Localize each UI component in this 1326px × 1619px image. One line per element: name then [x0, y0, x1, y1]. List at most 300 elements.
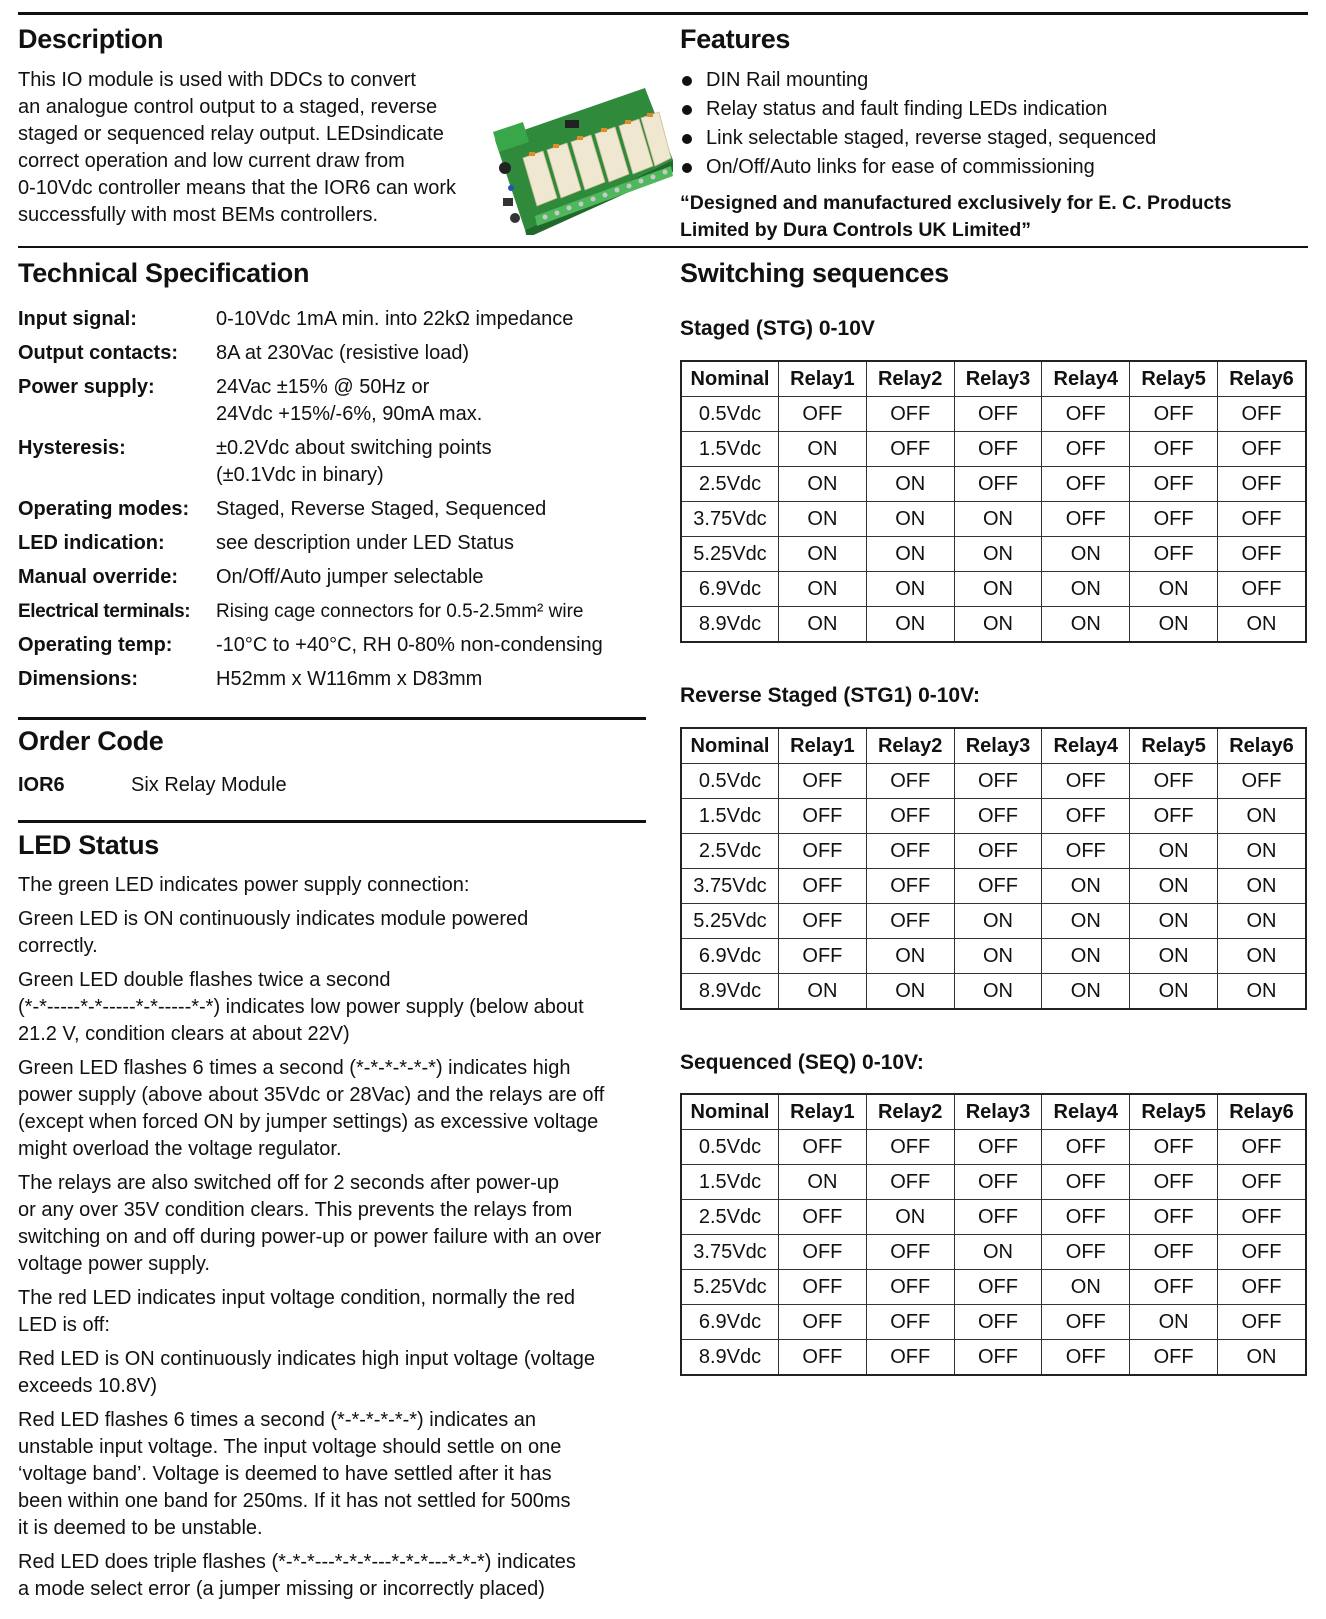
relay-state-cell: OFF	[779, 1340, 867, 1376]
table-row	[681, 397, 1306, 432]
description-line: correct operation and low current draw from	[18, 150, 405, 172]
spec-row	[18, 374, 658, 428]
relay-state-cell: OFF	[1130, 397, 1218, 432]
spec-label: Electrical terminals:	[18, 601, 191, 622]
spec-row	[18, 306, 658, 333]
relay-state-cell: OFF	[1217, 537, 1306, 572]
led-line: power supply (above about 35Vdc or 28Vac) and the relays are off	[18, 1084, 605, 1106]
relay-state-cell: OFF	[954, 834, 1042, 869]
bullet-icon	[682, 105, 692, 115]
relay-state-cell: OFF	[866, 1235, 954, 1270]
relay-state-cell: OFF	[1130, 1165, 1218, 1200]
spec-label: Manual override:	[18, 566, 179, 588]
relay-state-cell: ON	[779, 974, 867, 1010]
relay-state-cell: ON	[779, 607, 867, 643]
led-paragraph	[18, 1549, 658, 1603]
relay-state-cell: OFF	[866, 1130, 954, 1165]
relay-state-cell: OFF	[1217, 572, 1306, 607]
spec-row	[18, 564, 658, 591]
relay-state-cell: ON	[1130, 904, 1218, 939]
relay-state-cell: OFF	[1217, 764, 1306, 799]
relay-state-cell: ON	[1042, 572, 1130, 607]
led-line: correctly.	[18, 935, 98, 957]
table-row	[681, 607, 1306, 643]
relay-state-cell: ON	[1130, 939, 1218, 974]
led-paragraph	[18, 1055, 658, 1163]
spec-row	[18, 340, 658, 367]
led-line: voltage power supply.	[18, 1253, 210, 1275]
staged-caption: Staged (STG) 0-10V	[680, 317, 875, 340]
table-row	[681, 1130, 1306, 1165]
nominal-voltage-cell: 0.5Vdc	[681, 764, 779, 799]
led-paragraph	[18, 1407, 658, 1542]
relay-state-cell: ON	[866, 537, 954, 572]
order-code-description: Six Relay Module	[131, 774, 287, 796]
switching-heading: Switching sequences	[680, 258, 949, 288]
quote-line: Limited by Dura Controls UK Limited”	[680, 219, 1032, 241]
led-line: might overload the voltage regulator.	[18, 1138, 342, 1160]
led-line: switching on and off during power-up or power failure with an over	[18, 1226, 602, 1248]
nominal-voltage-cell: 1.5Vdc	[681, 799, 779, 834]
relay-state-cell: ON	[866, 607, 954, 643]
relay-state-cell: OFF	[866, 1340, 954, 1376]
led-status-rule	[18, 820, 646, 823]
table-row	[681, 502, 1306, 537]
relay-state-cell: OFF	[1042, 1130, 1130, 1165]
relay-state-cell: ON	[954, 1235, 1042, 1270]
relay-state-cell: ON	[1130, 607, 1218, 643]
relay-state-cell: OFF	[1130, 1200, 1218, 1235]
relay-state-cell: OFF	[866, 799, 954, 834]
column-header: Relay5	[1130, 728, 1218, 764]
spec-value-line: ±0.2Vdc about switching points	[216, 437, 492, 459]
relay-state-cell: ON	[779, 572, 867, 607]
tech-spec-heading: Technical Specification	[18, 258, 310, 288]
table-row	[681, 939, 1306, 974]
description-text	[18, 67, 488, 229]
relay-state-cell: ON	[1130, 1305, 1218, 1340]
nominal-voltage-cell: 3.75Vdc	[681, 1235, 779, 1270]
relay-state-cell: OFF	[1217, 1270, 1306, 1305]
relay-state-cell: OFF	[1130, 1340, 1218, 1376]
section-rule	[18, 246, 1308, 248]
relay-state-cell: OFF	[1217, 1235, 1306, 1270]
relay-state-cell: OFF	[1130, 764, 1218, 799]
description-line: staged or sequenced relay output. LEDsindicate	[18, 123, 444, 145]
led-line: (except when forced ON by jumper settings) as excessive voltage	[18, 1111, 599, 1133]
relay-state-cell: OFF	[1042, 397, 1130, 432]
relay-state-cell: ON	[954, 502, 1042, 537]
sequenced-table	[680, 1093, 1307, 1376]
table-row	[681, 974, 1306, 1010]
relay-state-cell: OFF	[1130, 799, 1218, 834]
spec-value	[216, 374, 658, 428]
column-header: Relay6	[1217, 1094, 1306, 1130]
led-paragraph	[18, 967, 658, 1048]
relay-state-cell: OFF	[1217, 1200, 1306, 1235]
relay-state-cell: ON	[1042, 537, 1130, 572]
relay-state-cell: ON	[1042, 939, 1130, 974]
relay-state-cell: ON	[1042, 974, 1130, 1010]
feature-item	[680, 124, 1300, 153]
table-row	[681, 834, 1306, 869]
led-paragraph	[18, 872, 658, 899]
relay-state-cell: OFF	[954, 1130, 1042, 1165]
spec-label: Dimensions:	[18, 668, 139, 690]
tech-spec-list	[18, 306, 658, 700]
feature-item	[680, 153, 1300, 182]
relay-state-cell: OFF	[779, 1270, 867, 1305]
led-line: The green LED indicates power supply connection:	[18, 874, 470, 896]
led-line: exceeds 10.8V)	[18, 1375, 157, 1397]
column-header: Relay2	[866, 1094, 954, 1130]
spec-label: Input signal:	[18, 308, 137, 330]
nominal-voltage-cell: 6.9Vdc	[681, 572, 779, 607]
relay-state-cell: ON	[1130, 869, 1218, 904]
led-line: unstable input voltage. The input voltage should settle on one	[18, 1436, 562, 1458]
nominal-voltage-cell: 2.5Vdc	[681, 1200, 779, 1235]
table-header-row	[681, 361, 1306, 397]
led-line: Green LED double flashes twice a second	[18, 969, 391, 991]
nominal-voltage-cell: 2.5Vdc	[681, 834, 779, 869]
relay-state-cell: ON	[1217, 799, 1306, 834]
relay-state-cell: ON	[954, 607, 1042, 643]
nominal-voltage-cell: 8.9Vdc	[681, 1340, 779, 1376]
led-line: ‘voltage band’. Voltage is deemed to have settled after it has	[18, 1463, 552, 1485]
column-header: Relay1	[779, 1094, 867, 1130]
led-line: The red LED indicates input voltage condition, normally the red	[18, 1287, 575, 1309]
table-row	[681, 904, 1306, 939]
relay-state-cell: OFF	[1217, 397, 1306, 432]
relay-state-cell: OFF	[779, 904, 867, 939]
relay-state-cell: ON	[954, 572, 1042, 607]
order-code: IOR6	[18, 774, 65, 796]
relay-state-cell: ON	[779, 467, 867, 502]
quote-line: “Designed and manufactured exclusively for E. C. Products	[680, 192, 1232, 214]
led-line: been within one band for 250ms. If it has not settled for 500ms	[18, 1490, 571, 1512]
relay-state-cell: ON	[866, 467, 954, 502]
nominal-voltage-cell: 8.9Vdc	[681, 607, 779, 643]
features-list	[680, 66, 1300, 182]
description-line: 0-10Vdc controller means that the IOR6 can work	[18, 177, 456, 199]
table-row	[681, 799, 1306, 834]
spec-row	[18, 435, 658, 489]
spec-value: Staged, Reverse Staged, Sequenced	[216, 498, 547, 520]
spec-label: Hysteresis:	[18, 437, 126, 459]
column-header: Relay4	[1042, 728, 1130, 764]
nominal-voltage-cell: 5.25Vdc	[681, 1270, 779, 1305]
relay-state-cell: ON	[954, 537, 1042, 572]
table-row	[681, 1235, 1306, 1270]
relay-state-cell: ON	[1042, 607, 1130, 643]
relay-state-cell: OFF	[779, 397, 867, 432]
top-rule	[18, 12, 1308, 15]
bullet-icon	[682, 163, 692, 173]
relay-state-cell: ON	[954, 939, 1042, 974]
column-header: Nominal	[681, 361, 779, 397]
spec-label: Operating temp:	[18, 634, 173, 656]
column-header: Relay2	[866, 361, 954, 397]
relay-state-cell: OFF	[779, 869, 867, 904]
led-line: Red LED flashes 6 times a second (*-*-*-*-*-*) indicates an	[18, 1409, 536, 1431]
relay-state-cell: OFF	[954, 869, 1042, 904]
column-header: Relay4	[1042, 361, 1130, 397]
nominal-voltage-cell: 3.75Vdc	[681, 502, 779, 537]
spec-row	[18, 632, 658, 659]
description-heading: Description	[18, 24, 164, 54]
relay-state-cell: OFF	[1217, 467, 1306, 502]
reverse-staged-table	[680, 727, 1307, 1010]
table-row	[681, 869, 1306, 904]
relay-state-cell: ON	[866, 1200, 954, 1235]
spec-value: Rising cage connectors for 0.5-2.5mm² wire	[216, 601, 584, 622]
relay-state-cell: ON	[779, 537, 867, 572]
relay-state-cell: OFF	[779, 834, 867, 869]
relay-state-cell: OFF	[954, 1165, 1042, 1200]
relay-state-cell: OFF	[1042, 799, 1130, 834]
relay-state-cell: OFF	[1217, 432, 1306, 467]
led-line: 21.2 V, condition clears at about 22V)	[18, 1023, 350, 1045]
order-code-heading: Order Code	[18, 726, 164, 756]
led-line: Red LED does triple flashes (*-*-*---*-*-*---*-*-*---*-*-*) indicates	[18, 1551, 576, 1573]
table-row	[681, 1165, 1306, 1200]
relay-state-cell: ON	[1042, 904, 1130, 939]
spec-row	[18, 666, 658, 693]
relay-state-cell: OFF	[779, 1200, 867, 1235]
relay-state-cell: OFF	[866, 834, 954, 869]
relay-state-cell: ON	[954, 904, 1042, 939]
relay-state-cell: OFF	[954, 1305, 1042, 1340]
column-header: Relay2	[866, 728, 954, 764]
bullet-icon	[682, 76, 692, 86]
spec-value: 0-10Vdc 1mA min. into 22kΩ impedance	[216, 308, 574, 330]
nominal-voltage-cell: 5.25Vdc	[681, 537, 779, 572]
relay-state-cell: OFF	[779, 1305, 867, 1340]
relay-state-cell: ON	[779, 432, 867, 467]
relay-state-cell: ON	[866, 572, 954, 607]
nominal-voltage-cell: 2.5Vdc	[681, 467, 779, 502]
relay-state-cell: ON	[1217, 834, 1306, 869]
features-heading: Features	[680, 24, 791, 54]
bullet-icon	[682, 134, 692, 144]
relay-state-cell: OFF	[779, 939, 867, 974]
relay-state-cell: OFF	[954, 799, 1042, 834]
reverse-staged-caption: Reverse Staged (STG1) 0-10V:	[680, 684, 980, 707]
spec-label: Operating modes:	[18, 498, 190, 520]
table-row	[681, 537, 1306, 572]
relay-state-cell: ON	[1130, 974, 1218, 1010]
relay-state-cell: ON	[1042, 869, 1130, 904]
relay-state-cell: OFF	[1130, 537, 1218, 572]
relay-state-cell: OFF	[779, 764, 867, 799]
description-line: This IO module is used with DDCs to convert	[18, 69, 416, 91]
relay-state-cell: ON	[866, 939, 954, 974]
order-code-row	[18, 774, 287, 797]
relay-module-image	[485, 80, 675, 235]
relay-state-cell: OFF	[866, 904, 954, 939]
column-header: Relay3	[954, 1094, 1042, 1130]
column-header: Nominal	[681, 728, 779, 764]
relay-state-cell: OFF	[779, 1235, 867, 1270]
nominal-voltage-cell: 0.5Vdc	[681, 397, 779, 432]
relay-state-cell: OFF	[866, 764, 954, 799]
relay-state-cell: OFF	[1042, 1305, 1130, 1340]
relay-state-cell: OFF	[866, 1270, 954, 1305]
feature-text: DIN Rail mounting	[706, 69, 869, 91]
relay-state-cell: OFF	[1042, 834, 1130, 869]
relay-state-cell: ON	[1130, 834, 1218, 869]
table-row	[681, 572, 1306, 607]
relay-state-cell: OFF	[954, 432, 1042, 467]
relay-state-cell: ON	[1217, 869, 1306, 904]
table-row	[681, 764, 1306, 799]
spec-value: see description under LED Status	[216, 532, 514, 554]
relay-state-cell: OFF	[779, 799, 867, 834]
relay-state-cell: ON	[1217, 1340, 1306, 1376]
relay-state-cell: ON	[779, 502, 867, 537]
relay-state-cell: OFF	[1042, 1340, 1130, 1376]
relay-state-cell: OFF	[1042, 1235, 1130, 1270]
led-status-heading: LED Status	[18, 830, 160, 860]
relay-state-cell: OFF	[866, 397, 954, 432]
spec-row	[18, 530, 658, 557]
relay-state-cell: OFF	[1130, 1130, 1218, 1165]
relay-state-cell: ON	[866, 502, 954, 537]
column-header: Relay6	[1217, 361, 1306, 397]
led-paragraph	[18, 1170, 658, 1278]
led-line: or any over 35V condition clears. This prevents the relays from	[18, 1199, 573, 1221]
spec-value: H52mm x W116mm x D83mm	[216, 668, 483, 690]
nominal-voltage-cell: 3.75Vdc	[681, 869, 779, 904]
led-line: (*-*-----*-*-----*-*-----*-*) indicates low power supply (below about	[18, 996, 584, 1018]
relay-state-cell: OFF	[866, 432, 954, 467]
nominal-voltage-cell: 6.9Vdc	[681, 1305, 779, 1340]
relay-state-cell: OFF	[1217, 502, 1306, 537]
relay-state-cell: OFF	[1130, 467, 1218, 502]
table-header-row	[681, 1094, 1306, 1130]
spec-label: Output contacts:	[18, 342, 178, 364]
nominal-voltage-cell: 0.5Vdc	[681, 1130, 779, 1165]
led-line: The relays are also switched off for 2 seconds after power-up	[18, 1172, 560, 1194]
column-header: Relay3	[954, 728, 1042, 764]
feature-item	[680, 95, 1300, 124]
spec-value-line: 24Vac ±15% @ 50Hz or	[216, 376, 430, 398]
relay-state-cell: OFF	[1130, 502, 1218, 537]
spec-label: Power supply:	[18, 376, 155, 398]
relay-state-cell: OFF	[1217, 1165, 1306, 1200]
nominal-voltage-cell: 1.5Vdc	[681, 1165, 779, 1200]
led-paragraph	[18, 1346, 658, 1400]
column-header: Relay1	[779, 361, 867, 397]
relay-state-cell: OFF	[1217, 1130, 1306, 1165]
relay-state-cell: ON	[1217, 904, 1306, 939]
column-header: Relay4	[1042, 1094, 1130, 1130]
led-paragraph	[18, 906, 658, 960]
relay-state-cell: OFF	[1130, 1270, 1218, 1305]
relay-state-cell: OFF	[1042, 502, 1130, 537]
table-header-row	[681, 728, 1306, 764]
table-row	[681, 1340, 1306, 1376]
relay-state-cell: ON	[954, 974, 1042, 1010]
table-row	[681, 1270, 1306, 1305]
order-code-rule	[18, 717, 646, 720]
spec-value: -10°C to +40°C, RH 0-80% non-condensing	[216, 634, 603, 656]
relay-state-cell: OFF	[1130, 432, 1218, 467]
sequenced-caption: Sequenced (SEQ) 0-10V:	[680, 1051, 924, 1074]
relay-state-cell: OFF	[1042, 1165, 1130, 1200]
relay-state-cell: OFF	[954, 1270, 1042, 1305]
relay-state-cell: OFF	[954, 397, 1042, 432]
manufacturer-quote	[680, 190, 1320, 244]
column-header: Nominal	[681, 1094, 779, 1130]
relay-state-cell: OFF	[1217, 1305, 1306, 1340]
relay-state-cell: ON	[1217, 974, 1306, 1010]
spec-value: 8A at 230Vac (resistive load)	[216, 342, 470, 364]
nominal-voltage-cell: 6.9Vdc	[681, 939, 779, 974]
table-row	[681, 432, 1306, 467]
relay-state-cell: OFF	[954, 1200, 1042, 1235]
nominal-voltage-cell: 1.5Vdc	[681, 432, 779, 467]
column-header: Relay1	[779, 728, 867, 764]
nominal-voltage-cell: 5.25Vdc	[681, 904, 779, 939]
column-header: Relay3	[954, 361, 1042, 397]
relay-state-cell: OFF	[779, 1130, 867, 1165]
column-header: Relay6	[1217, 728, 1306, 764]
relay-state-cell: ON	[779, 1165, 867, 1200]
relay-state-cell: OFF	[866, 869, 954, 904]
led-status-text	[18, 872, 658, 1610]
feature-text: Relay status and fault finding LEDs indication	[706, 98, 1108, 120]
spec-value	[216, 435, 658, 489]
relay-state-cell: OFF	[866, 1165, 954, 1200]
column-header: Relay5	[1130, 361, 1218, 397]
led-line: Green LED is ON continuously indicates module powered	[18, 908, 529, 930]
feature-text: On/Off/Auto links for ease of commissioning	[706, 156, 1095, 178]
led-paragraph	[18, 1285, 658, 1339]
led-line: it is deemed to be unstable.	[18, 1517, 263, 1539]
led-line: Green LED flashes 6 times a second (*-*-*-*-*-*) indicates high	[18, 1057, 571, 1079]
description-line: an analogue control output to a staged, reverse	[18, 96, 438, 118]
led-line: a mode select error (a jumper missing or incorrectly placed)	[18, 1578, 545, 1600]
relay-state-cell: OFF	[954, 1340, 1042, 1376]
relay-state-cell: ON	[1217, 939, 1306, 974]
relay-state-cell: OFF	[954, 764, 1042, 799]
relay-state-cell: OFF	[866, 1305, 954, 1340]
relay-state-cell: OFF	[954, 467, 1042, 502]
led-line: Red LED is ON continuously indicates high input voltage (voltage	[18, 1348, 595, 1370]
feature-item	[680, 66, 1300, 95]
spec-label: LED indication:	[18, 532, 165, 554]
table-row	[681, 1305, 1306, 1340]
spec-value-line: (±0.1Vdc in binary)	[216, 464, 384, 486]
table-row	[681, 467, 1306, 502]
feature-text: Link selectable staged, reverse staged, sequenced	[706, 127, 1157, 149]
relay-state-cell: OFF	[1042, 432, 1130, 467]
staged-table	[680, 360, 1307, 643]
spec-value: On/Off/Auto jumper selectable	[216, 566, 484, 588]
relay-state-cell: OFF	[1042, 1200, 1130, 1235]
table-row	[681, 1200, 1306, 1235]
relay-state-cell: ON	[1130, 572, 1218, 607]
description-line: successfully with most BEMs controllers.	[18, 204, 379, 226]
relay-state-cell: ON	[1217, 607, 1306, 643]
spec-row	[18, 496, 658, 523]
nominal-voltage-cell: 8.9Vdc	[681, 974, 779, 1010]
relay-state-cell: OFF	[1042, 467, 1130, 502]
relay-state-cell: OFF	[1130, 1235, 1218, 1270]
column-header: Relay5	[1130, 1094, 1218, 1130]
led-line: LED is off:	[18, 1314, 110, 1336]
